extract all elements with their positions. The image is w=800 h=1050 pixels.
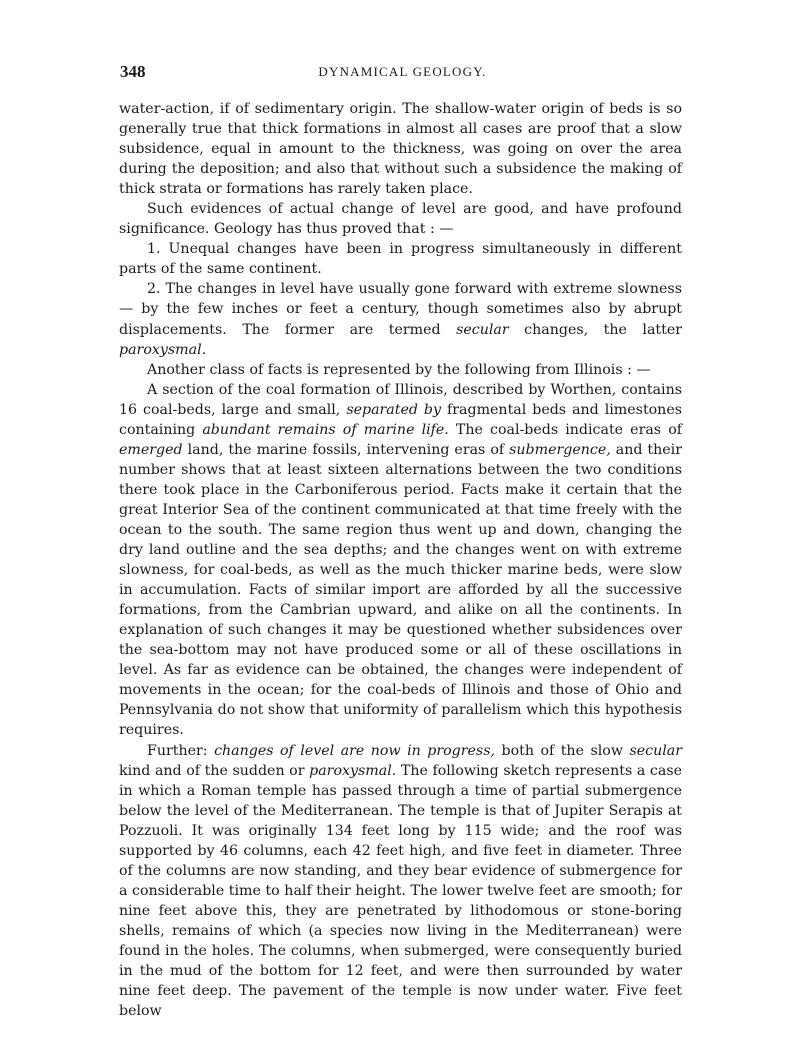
italic-text: changes of level are now in progress, bbox=[214, 742, 495, 759]
running-head: DYNAMICAL GEOLOGY. bbox=[318, 64, 487, 79]
paragraph bbox=[119, 380, 682, 741]
italic-text: abundant remains of marine life. bbox=[202, 421, 449, 438]
text-run: Such evidences of actual change of level are good, and have profound significance. Geology has thus proved that : — bbox=[119, 201, 682, 238]
paragraph bbox=[119, 239, 682, 279]
page-header bbox=[120, 62, 685, 86]
italic-text: secular bbox=[456, 321, 509, 338]
paragraph bbox=[119, 741, 682, 1022]
paragraph bbox=[119, 199, 682, 239]
italic-text: paroxysmal. bbox=[119, 341, 207, 358]
paragraph bbox=[119, 99, 682, 199]
text-run: fragmental beds and limestones containing bbox=[119, 401, 682, 438]
italic-text: paroxysmal. bbox=[309, 762, 397, 779]
text-run: changes, the latter bbox=[508, 321, 683, 338]
page-number: 348 bbox=[120, 62, 146, 81]
text-run: The coal-beds indicate eras of bbox=[448, 421, 682, 438]
text-run: 2. The changes in level have usually gone forward with extreme slowness — by the few inches or feet a century, though sometimes also by abrupt displacements. The former are termed bbox=[119, 281, 682, 338]
text-run: 1. Unequal changes have been in progress simultaneously in different parts of the same continent. bbox=[119, 241, 682, 278]
text-run: both of the slow bbox=[495, 742, 630, 759]
italic-text: submergence, bbox=[509, 441, 611, 458]
italic-text: secular bbox=[629, 742, 682, 759]
text-run: The following sketch represents a case in which a Roman temple has passed through a time of partial submergence below the level of the Mediterranean. The temple is that of Jupiter Serapis at Pozzuoli. It was originally 134 feet long by 115 wide; and the roof was supported by 46 columns, each 42 feet high, and five feet in diameter. Three of the columns are now standing, and they bear evidence of submergence for a considerable time to half their height. The lower twelve feet are smooth; for nine feet above this, they are penetrated by lithodomous or stone-boring shells, remains of which (a species now living in the Mediterranean) were found in the holes. The columns, when submerged, were consequently buried in the mud of the bottom for 12 feet, and were then surrounded by water nine feet deep. The pavement of the temple is now under water. Five feet below bbox=[119, 762, 683, 1020]
text-run: kind and of the sudden or bbox=[119, 762, 310, 779]
text-run: and their number shows that at least sixteen alternations between the two conditions there took place in the Carboniferous period. Facts make it certain that the great Interior Sea of the continent communicated at that time freely with the ocean to the south. The same region thus went up and down, changing the dry land outline and the sea depths; and the changes went on with extreme slowness, for coal-beds, as well as the much thicker marine beds, were slow in accumulation. Facts of similar import are afforded by all the successive formations, from the Cambrian upward, and alike on all the continents. In explanation of such changes it may be questioned whether subsidences over the sea-bottom may not have produced some or all of these oscillations in level. As far as evidence can be obtained, the changes were independent of movements in the ocean; for the coal-beds of Illinois and those of Ohio and Pennsylvania do not show that uniformity of parallelism which this hypothesis requires. bbox=[119, 441, 682, 739]
text-run: Further: bbox=[147, 742, 215, 759]
text-run: land, the marine fossils, intervening eras of bbox=[182, 441, 510, 458]
italic-text: emerged bbox=[119, 441, 183, 458]
italic-text: separated by bbox=[346, 401, 442, 418]
text-run: Another class of facts is represented by the following from Illinois : — bbox=[147, 361, 651, 378]
paragraph bbox=[119, 279, 682, 359]
text-run: A section of the coal formation of Illinois, described by Worthen, contains 16 coal-beds, large and small, bbox=[119, 381, 682, 418]
paragraph bbox=[119, 360, 682, 380]
body-text bbox=[119, 99, 682, 1021]
text-run: water-action, if of sedimentary origin. The shallow-water origin of beds is so generally true that thick formations in almost all cases are proof that a slow subsidence, equal in amount to the thickness, was going on over the area during the deposition; and also that without such a subsidence the making of thick strata or formations has rarely taken place. bbox=[119, 101, 682, 198]
